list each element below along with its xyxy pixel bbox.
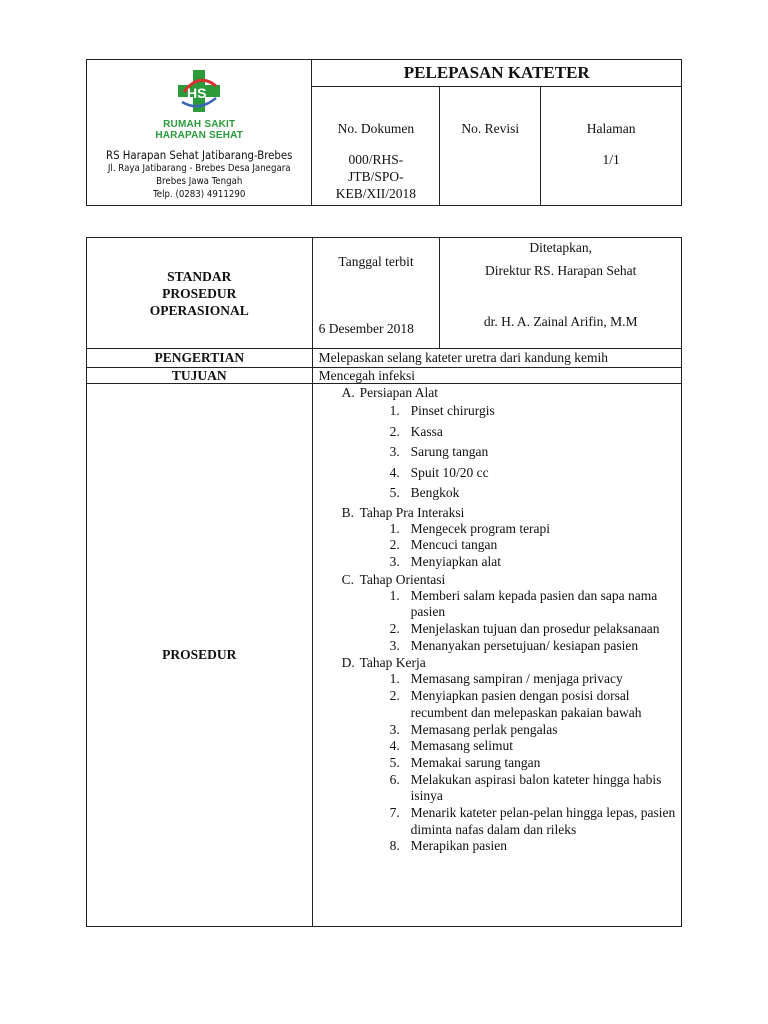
section-heading: [313, 384, 681, 401]
no-revisi-label: No. Revisi: [461, 121, 520, 136]
tanggal-terbit-value: 6 Desember 2018: [318, 321, 414, 336]
list-item: [313, 537, 681, 554]
list-item: [313, 554, 681, 571]
logo-letters: HS: [187, 85, 207, 101]
sop-title-line: PROSEDUR: [162, 285, 237, 301]
item-number: 4.: [389, 738, 400, 754]
hospital-name-line2: HARAPAN SEHAT: [155, 130, 244, 141]
list-item: [313, 805, 681, 838]
item-number: 3.: [389, 553, 400, 569]
section-title: Tahap Pra Interaksi: [359, 504, 465, 520]
direktur-title: Direktur RS. Harapan Sehat: [484, 263, 637, 278]
item-number: 1.: [389, 403, 400, 418]
section-letter: C.: [341, 571, 354, 587]
item-number: 4.: [389, 464, 400, 480]
item-text: Merapikan pasien: [410, 838, 507, 854]
prosedur-list: [313, 384, 681, 855]
prosedur-section: [313, 571, 681, 655]
item-text: Memasang perlak pengalas: [410, 721, 558, 737]
item-text: Memakai sarung tangan: [410, 754, 541, 770]
section-letter: A.: [341, 385, 355, 400]
ditetapkan-cell: [440, 238, 682, 349]
list-item: [313, 401, 681, 422]
direktur-name: dr. H. A. Zainal Arifin, M.M: [483, 314, 638, 329]
halaman-cell: [541, 87, 682, 206]
address-line2: Brebes Jawa Tengah: [156, 176, 243, 187]
list-item: [313, 422, 681, 443]
list-item: [313, 755, 681, 772]
sop-title-line: STANDAR: [167, 268, 232, 284]
item-number: 1.: [389, 587, 400, 603]
item-text: Menarik kateter pelan-pelan hingga lepas, pasien diminta nafas dalam dan rileks: [410, 805, 676, 837]
item-number: 2.: [389, 537, 400, 553]
item-text: Melakukan aspirasi balon kateter hingga habis isinya: [410, 771, 662, 804]
item-text: Spuit 10/20 cc: [410, 464, 489, 480]
item-number: 3.: [389, 721, 400, 737]
halaman-label: Halaman: [586, 121, 636, 136]
item-number: 7.: [389, 805, 400, 821]
item-number: 3.: [389, 444, 400, 459]
list-item: [313, 463, 681, 484]
address-line1: Jl. Raya Jatibarang - Brebes Desa Janegara: [107, 163, 291, 174]
section-heading: [313, 571, 681, 588]
no-dokumen-value: 000/RHS-: [348, 152, 404, 167]
hospital-cross-logo-icon: [176, 68, 222, 114]
item-number: 8.: [389, 838, 400, 854]
section-title: Tahap Kerja: [359, 655, 426, 671]
item-text: Pinset chirurgis: [410, 403, 495, 418]
item-text: Memasang selimut: [410, 738, 513, 754]
list-item: [313, 722, 681, 739]
tujuan-value: Mencegah infeksi: [312, 368, 681, 384]
item-text: Menjelaskan tujuan dan prosedur pelaksanaan: [410, 621, 660, 637]
ditetapkan-label: Ditetapkan,: [529, 240, 592, 255]
item-number: 5.: [389, 485, 400, 500]
tujuan-label: TUJUAN: [87, 368, 313, 384]
prosedur-section: [313, 384, 681, 504]
pengertian-value: Melepaskan selang kateter uretra dari kandung kemih: [312, 349, 681, 368]
sop-title-line: OPERASIONAL: [149, 302, 249, 318]
item-text: Menyiapkan alat: [410, 553, 501, 569]
item-number: 1.: [389, 671, 400, 687]
section-heading: [313, 654, 681, 671]
list-item: [313, 638, 681, 655]
prosedur-label: PROSEDUR: [87, 384, 313, 927]
no-revisi-cell: [440, 87, 541, 206]
item-text: Memasang sampiran / menjaga privacy: [410, 671, 623, 687]
list-item: [313, 483, 681, 504]
list-item: [313, 772, 681, 805]
no-dokumen-value: JTB/SPO-: [348, 169, 404, 184]
no-dokumen-cell: [312, 87, 440, 206]
sop-title: [87, 238, 313, 349]
item-number: 6.: [389, 771, 400, 787]
section-letter: B.: [341, 504, 354, 520]
section-letter: D.: [341, 655, 355, 671]
list-item: [313, 588, 681, 621]
hospital-identity: [87, 60, 312, 206]
item-text: Menanyakan persetujuan/ kesiapan pasien: [410, 637, 639, 653]
item-number: 2.: [389, 423, 400, 439]
list-item: [313, 521, 681, 538]
item-number: 3.: [389, 637, 400, 653]
item-text: Memberi salam kepada pasien dan sapa nama pasien: [410, 587, 658, 620]
list-item: [313, 621, 681, 638]
list-item: [313, 838, 681, 855]
item-text: Bengkok: [410, 485, 460, 500]
item-number: 1.: [389, 520, 400, 536]
section-heading: [313, 504, 681, 521]
document-title: PELEPASAN KATETER: [312, 60, 682, 87]
section-title: Persiapan Alat: [359, 385, 438, 400]
tanggal-terbit-cell: [312, 238, 440, 349]
item-text: Sarung tangan: [410, 444, 489, 459]
list-item: [313, 442, 681, 463]
no-dokumen-value: KEB/XII/2018: [335, 186, 417, 201]
sop-table: [86, 237, 682, 927]
list-item: [313, 688, 681, 721]
item-text: Mengecek program terapi: [410, 520, 551, 536]
header-table: [86, 59, 682, 206]
tanggal-terbit-label: Tanggal terbit: [338, 254, 414, 269]
item-text: Menyiapkan pasien dengan posisi dorsal recumbent dan melepaskan pakaian bawah: [410, 688, 642, 720]
item-text: Mencuci tangan: [410, 537, 498, 553]
prosedur-section: [313, 504, 681, 571]
list-item: [313, 671, 681, 688]
item-number: 2.: [389, 621, 400, 637]
no-dokumen-label: No. Dokumen: [337, 121, 415, 136]
section-title: Tahap Orientasi: [359, 571, 446, 587]
list-item: [313, 738, 681, 755]
pengertian-label: PENGERTIAN: [87, 349, 313, 368]
hospital-full-name: RS Harapan Sehat Jatibarang-Brebes: [106, 149, 293, 162]
item-number: 5.: [389, 754, 400, 770]
item-number: 2.: [389, 688, 400, 704]
halaman-value: 1/1: [602, 152, 620, 167]
prosedur-content: [312, 384, 681, 927]
hospital-name-line1: RUMAH SAKIT: [163, 119, 236, 130]
phone: Telp. (0283) 4911290: [153, 189, 246, 200]
prosedur-section: [313, 654, 681, 855]
item-text: Kassa: [410, 423, 443, 439]
